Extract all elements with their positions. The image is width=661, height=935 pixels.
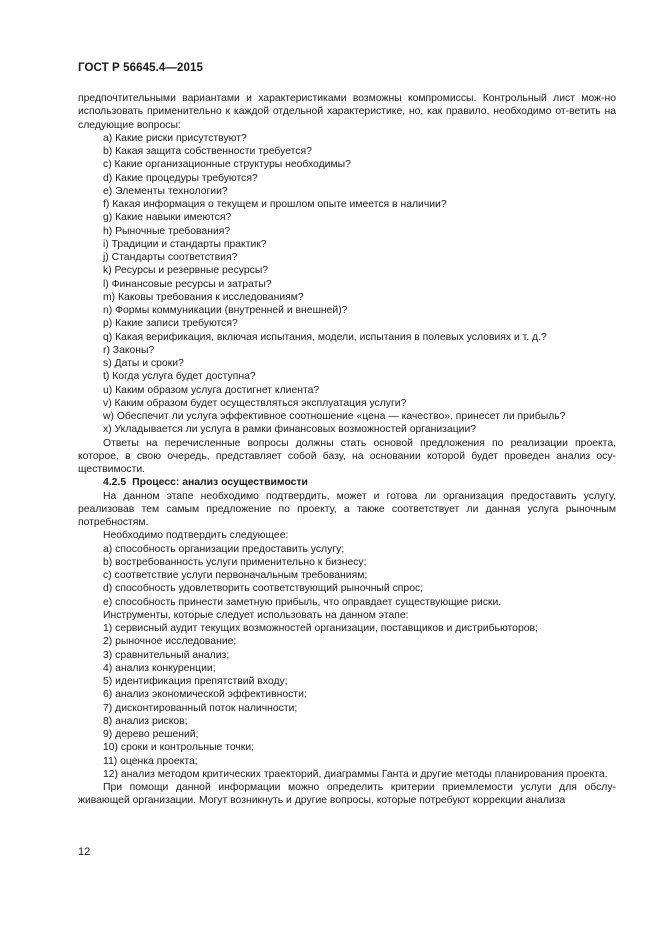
list-item: 1) сервисный аудит текущих возможностей организации, поставщиков и дистрибьюторов; — [103, 623, 538, 634]
list-item: w) Обеспечит ли услуга эффективное соотношение «цена — качество», принесет ли прибыль? — [103, 411, 566, 422]
standard-header: ГОСТ Р 56645.4—2015 — [78, 62, 203, 74]
closing-paragraph: При помощи данной информации можно определить критерии приемлемости услуги для обслу-живающей организации. Могут возникнуть и другие вопросы, которые потребуют коррекции анализа — [78, 782, 616, 807]
list-item: d) Какие процедуры требуются? — [103, 172, 258, 184]
list-item: k) Ресурсы и резервные ресурсы? — [103, 265, 269, 277]
tools-intro: Инструменты, которые следует использовать на данном этапе: — [103, 609, 409, 621]
list-item: c) Какие организационные структуры необходимы? — [103, 159, 351, 171]
confirm-list — [78, 543, 616, 609]
list-item: 4) анализ конкуренции; — [103, 662, 216, 674]
list-item: b) востребованность услуги применительно к бизнесу; — [103, 556, 367, 568]
section-heading — [78, 476, 616, 489]
list-item: q) Какая верификация, включая испытания, модели, испытания в полевых условиях и т. д.? — [103, 331, 547, 343]
list-item: 5) идентификация препятствий входу; — [103, 676, 288, 687]
list-item: t) Когда услуга будет доступна? — [103, 371, 256, 383]
tools-list — [78, 622, 616, 781]
list-item: e) Элементы технологии? — [103, 185, 228, 197]
list-item: d) способность удовлетворить соответствующий рыночный спрос; — [103, 583, 424, 595]
list-item: a) способность организации предоставить услугу; — [103, 543, 345, 555]
section-number: 4.2.5 — [103, 477, 127, 489]
list-item: 9) дерево решений; — [103, 729, 199, 740]
page-number: 12 — [78, 846, 91, 858]
list-item: n) Формы коммуникации (внутренней и внешней)? — [103, 305, 348, 316]
list-item: 12) анализ методом критических траекторий, диаграммы Ганта и другие методы планирования проекта. — [103, 768, 608, 780]
list-item: f) Какая информация о текущем и прошлом опыте имеется в наличии? — [103, 199, 447, 210]
list-item: 10) сроки и контрольные точки; — [103, 742, 255, 754]
list-item: 7) дисконтированный поток наличности; — [103, 702, 298, 714]
list-item: j) Стандарты соответствия? — [103, 252, 238, 263]
section-paragraph: На данном этапе необходимо подтвердить, может и готова ли организация предоставить услугу, реализовав тем самым предложение по проекту, а также соответствует ли данная услуга рыночным потребностям. — [78, 490, 616, 528]
list-item: s) Даты и сроки? — [103, 358, 184, 369]
list-item: 11) оценка проекта; — [103, 755, 198, 767]
list-item: x) Укладывается ли услуга в рамки финансовых возможностей организации? — [103, 424, 477, 436]
questions-list — [78, 132, 616, 437]
list-item: 3) сравнительный анализ; — [103, 649, 230, 661]
list-item: p) Какие записи требуются? — [103, 318, 238, 330]
list-item: e) способность принести заметную прибыль, что оправдает существующие риски. — [103, 596, 502, 608]
list-item: b) Какая защита собственности требуется? — [103, 146, 312, 157]
list-item: a) Какие риски присутствуют? — [103, 132, 247, 144]
body-text — [78, 92, 616, 808]
list-item: l) Финансовые ресурсы и затраты? — [103, 278, 272, 290]
section-title: Процесс: анализ осуществимости — [132, 477, 308, 489]
list-item: u) Каким образом услуга достигнет клиента? — [103, 384, 320, 396]
confirm-intro: Необходимо подтвердить следующее: — [103, 530, 289, 542]
list-item: i) Традиции и стандарты практик? — [103, 238, 267, 250]
list-item: g) Какие навыки имеются? — [103, 212, 232, 224]
list-item: 6) анализ экономической эффективности; — [103, 689, 307, 701]
answers-paragraph: Ответы на перечисленные вопросы должны стать основой предложения по реализации проекта, которое, в свою очередь, представляет собой базу, на основании которой будет проведен анализ осу-ществимости. — [78, 437, 616, 475]
intro-paragraph: предпочтительными вариантами и характеристиками возможны компромиссы. Контрольный лист мож-но использовать применительно к каждой отдельной характеристике, но, как правило, необходимо от-ветить на следующие вопросы: — [78, 93, 616, 131]
list-item: h) Рыночные требования? — [103, 225, 231, 237]
list-item: r) Законы? — [103, 344, 155, 356]
list-item: c) соответствие услуги первоначальным требованиям; — [103, 570, 368, 581]
list-item: m) Каковы требования к исследованиям? — [103, 291, 304, 303]
list-item: 8) анализ рисков; — [103, 715, 188, 727]
list-item: 2) рыночное исследование; — [103, 636, 237, 648]
list-item: v) Каким образом будет осуществляться эксплуатация услуги? — [103, 397, 407, 409]
